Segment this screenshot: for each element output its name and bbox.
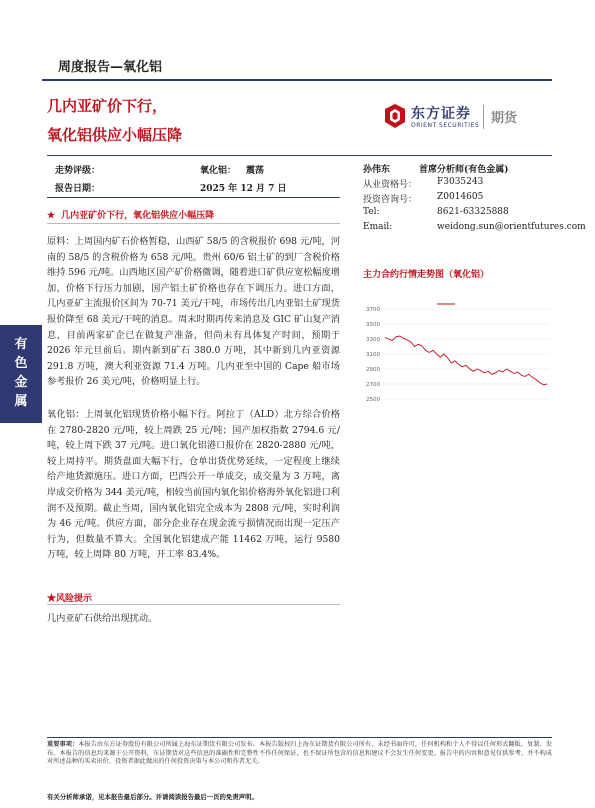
industry-text: 有色金属 bbox=[14, 337, 28, 409]
company-logo bbox=[383, 103, 543, 137]
trend-value: 震荡 bbox=[246, 166, 265, 176]
headline-line-2: 氧化铝供应小幅压降 bbox=[47, 126, 183, 144]
footer-note: 有关分析师承诺，见本报告最后部分。并请阅读报告最后一页的免责声明。 bbox=[47, 793, 258, 801]
document-type: 周度报告—氧化铝 bbox=[58, 60, 163, 75]
logo-chinese: 东方证券 bbox=[411, 106, 471, 122]
y-tick-label: 3100 bbox=[366, 352, 380, 358]
logo-separator bbox=[483, 105, 484, 129]
y-tick-label: 3500 bbox=[366, 322, 380, 328]
logo-english: ORIENT SECURITIES bbox=[411, 122, 480, 129]
risk-rule bbox=[47, 604, 340, 605]
star-icon: ★ bbox=[47, 211, 56, 221]
analyst-name: 孙伟东 bbox=[363, 165, 391, 175]
y-tick-label: 2700 bbox=[366, 382, 380, 388]
risk-text: 几内亚矿石供给出现扰动。 bbox=[47, 613, 158, 624]
risk-title bbox=[47, 591, 92, 604]
y-tick-label: 2500 bbox=[366, 397, 380, 403]
industry-label bbox=[0, 335, 42, 411]
analyst-label-1: 从业资格号： bbox=[363, 180, 418, 190]
header-rule bbox=[42, 79, 552, 81]
date-value: 2025 年 12 月 7 日 bbox=[200, 184, 287, 194]
risk-star-icon: ★ bbox=[47, 594, 57, 604]
raw-material-paragraph: 原料：上周国内矿石价格暂稳，山西矿 58/5 的含税报价 698 元/吨，河南的 58/5 的含税价格为 658 元/吨。贵州 60/6 铝土矿的到厂含税价格维持 596 元/吨。山西地区国产矿价格微调，随着进口矿供应宽松幅度增加，价格下行压力加剧，国产铝土矿价格也存在下调压力。进口方面，几内亚矿主流报价区间为 70-71 美元/干吨，市场传出几内亚铝土矿现货报价降至 68 美元/干吨的消息。周末时期再传来消息及 GIC 矿山复产消息，目前两家矿企已在做复产准备，但尚未有具体复产时间，预期于 2026 年元旦前后。期内新到矿石 380.0 万吨，其中新到几内亚资源 291.8 万吨，澳大利亚资源 71.4 万吨。几内亚至中国的 Cape 船市场参考报价 26 美元/吨，价格明显上行。 bbox=[47, 236, 340, 388]
analyst-label-4: Email: bbox=[363, 222, 393, 232]
analyst-header bbox=[363, 162, 509, 175]
y-tick-label: 3300 bbox=[366, 337, 380, 343]
logo-subbrand: 期货 bbox=[491, 111, 518, 126]
disclaimer bbox=[47, 741, 552, 767]
analyst-value-2: Z0014605 bbox=[437, 192, 484, 202]
risk-title-text: 风险提示 bbox=[56, 594, 93, 604]
price-chart bbox=[363, 299, 553, 411]
analyst-title: 首席分析师(有色金属) bbox=[419, 165, 509, 175]
headline-rule bbox=[47, 155, 552, 156]
analyst-value-1: F3035243 bbox=[437, 177, 484, 187]
meta-rule bbox=[47, 197, 340, 198]
footer-rule bbox=[47, 737, 552, 738]
analyst-value-3: 8621-63325888 bbox=[437, 207, 509, 217]
analyst-label-2: 投资咨询号： bbox=[363, 195, 418, 205]
series-line bbox=[385, 336, 547, 385]
analyst-label-3: Tel: bbox=[363, 207, 380, 217]
analyst-email[interactable]: weidong.sun@orientfutures.com bbox=[437, 222, 586, 232]
headline-line-1: 几内亚矿价下行， bbox=[47, 97, 168, 115]
summary-rule bbox=[47, 223, 340, 224]
industry-sidebar bbox=[0, 325, 42, 423]
y-tick-label: 2900 bbox=[366, 367, 380, 373]
disclaimer-text: 本报告由东方证券股份有限公司所属上海东证期货有限公司发布。本报告版权归上海东证期货有限公司所有，未经书面许可，任何机构和个人不得以任何形式翻版、复制、发布。本报告的信息均来源于公开资料，东证期货对这些信息的准确性和完整性不作任何保证，也不保证所包含的信息和建议不会发生任何变更。报告中的内容和意见仅供参考，并不构成对所述品种的买卖出价，投资者据此做出的任何投资决策与本公司和作者无关。 bbox=[47, 741, 553, 766]
alumina-paragraph: 氧化铝：上周氧化铝现货价格小幅下行。阿拉丁（ALD）北方综合价格在 2780-2820 元/吨，较上周跌 25 元/吨；国产加权指数 2794.6 元/吨，较上周下跌 37 元/吨。进口氧化铝港口报价在 2820-2880 元/吨，较上周持平。期货盘面大幅下行，仓单出货优势延续，一定程度上继续给产地货源施压。进口方面，巴西公开一单成交，成交量为 3 万吨，离岸成交价格为 344 美元/吨，相较当前国内氧化铝价格海外氧化铝进口利润不及预期。截止当周，国内氧化铝完全成本为 2808 元/吨，实时利润为 46 元/吨。供应方面，部分企业存在现金流亏损情况而出现一定压产行为，但数量不算大。全国氧化铝建成产能 11462 万吨，运行 9580 万吨，较上周降 80 万吨，开工率 83.4%。 bbox=[47, 409, 340, 561]
chart-title: 主力合约行情走势图（氧化铝） bbox=[363, 270, 490, 280]
logo-mark-icon bbox=[383, 103, 407, 129]
y-tick-label: 3700 bbox=[366, 307, 380, 313]
summary-title bbox=[47, 208, 214, 221]
disclaimer-label: 重要事项： bbox=[47, 741, 79, 748]
date-label: 报告日期： bbox=[55, 184, 101, 194]
trend-item: 氧化铝： bbox=[200, 166, 237, 176]
trend-label: 走势评级： bbox=[55, 166, 101, 176]
summary-title-text: 几内亚矿价下行，氧化铝供应小幅压降 bbox=[61, 211, 215, 221]
